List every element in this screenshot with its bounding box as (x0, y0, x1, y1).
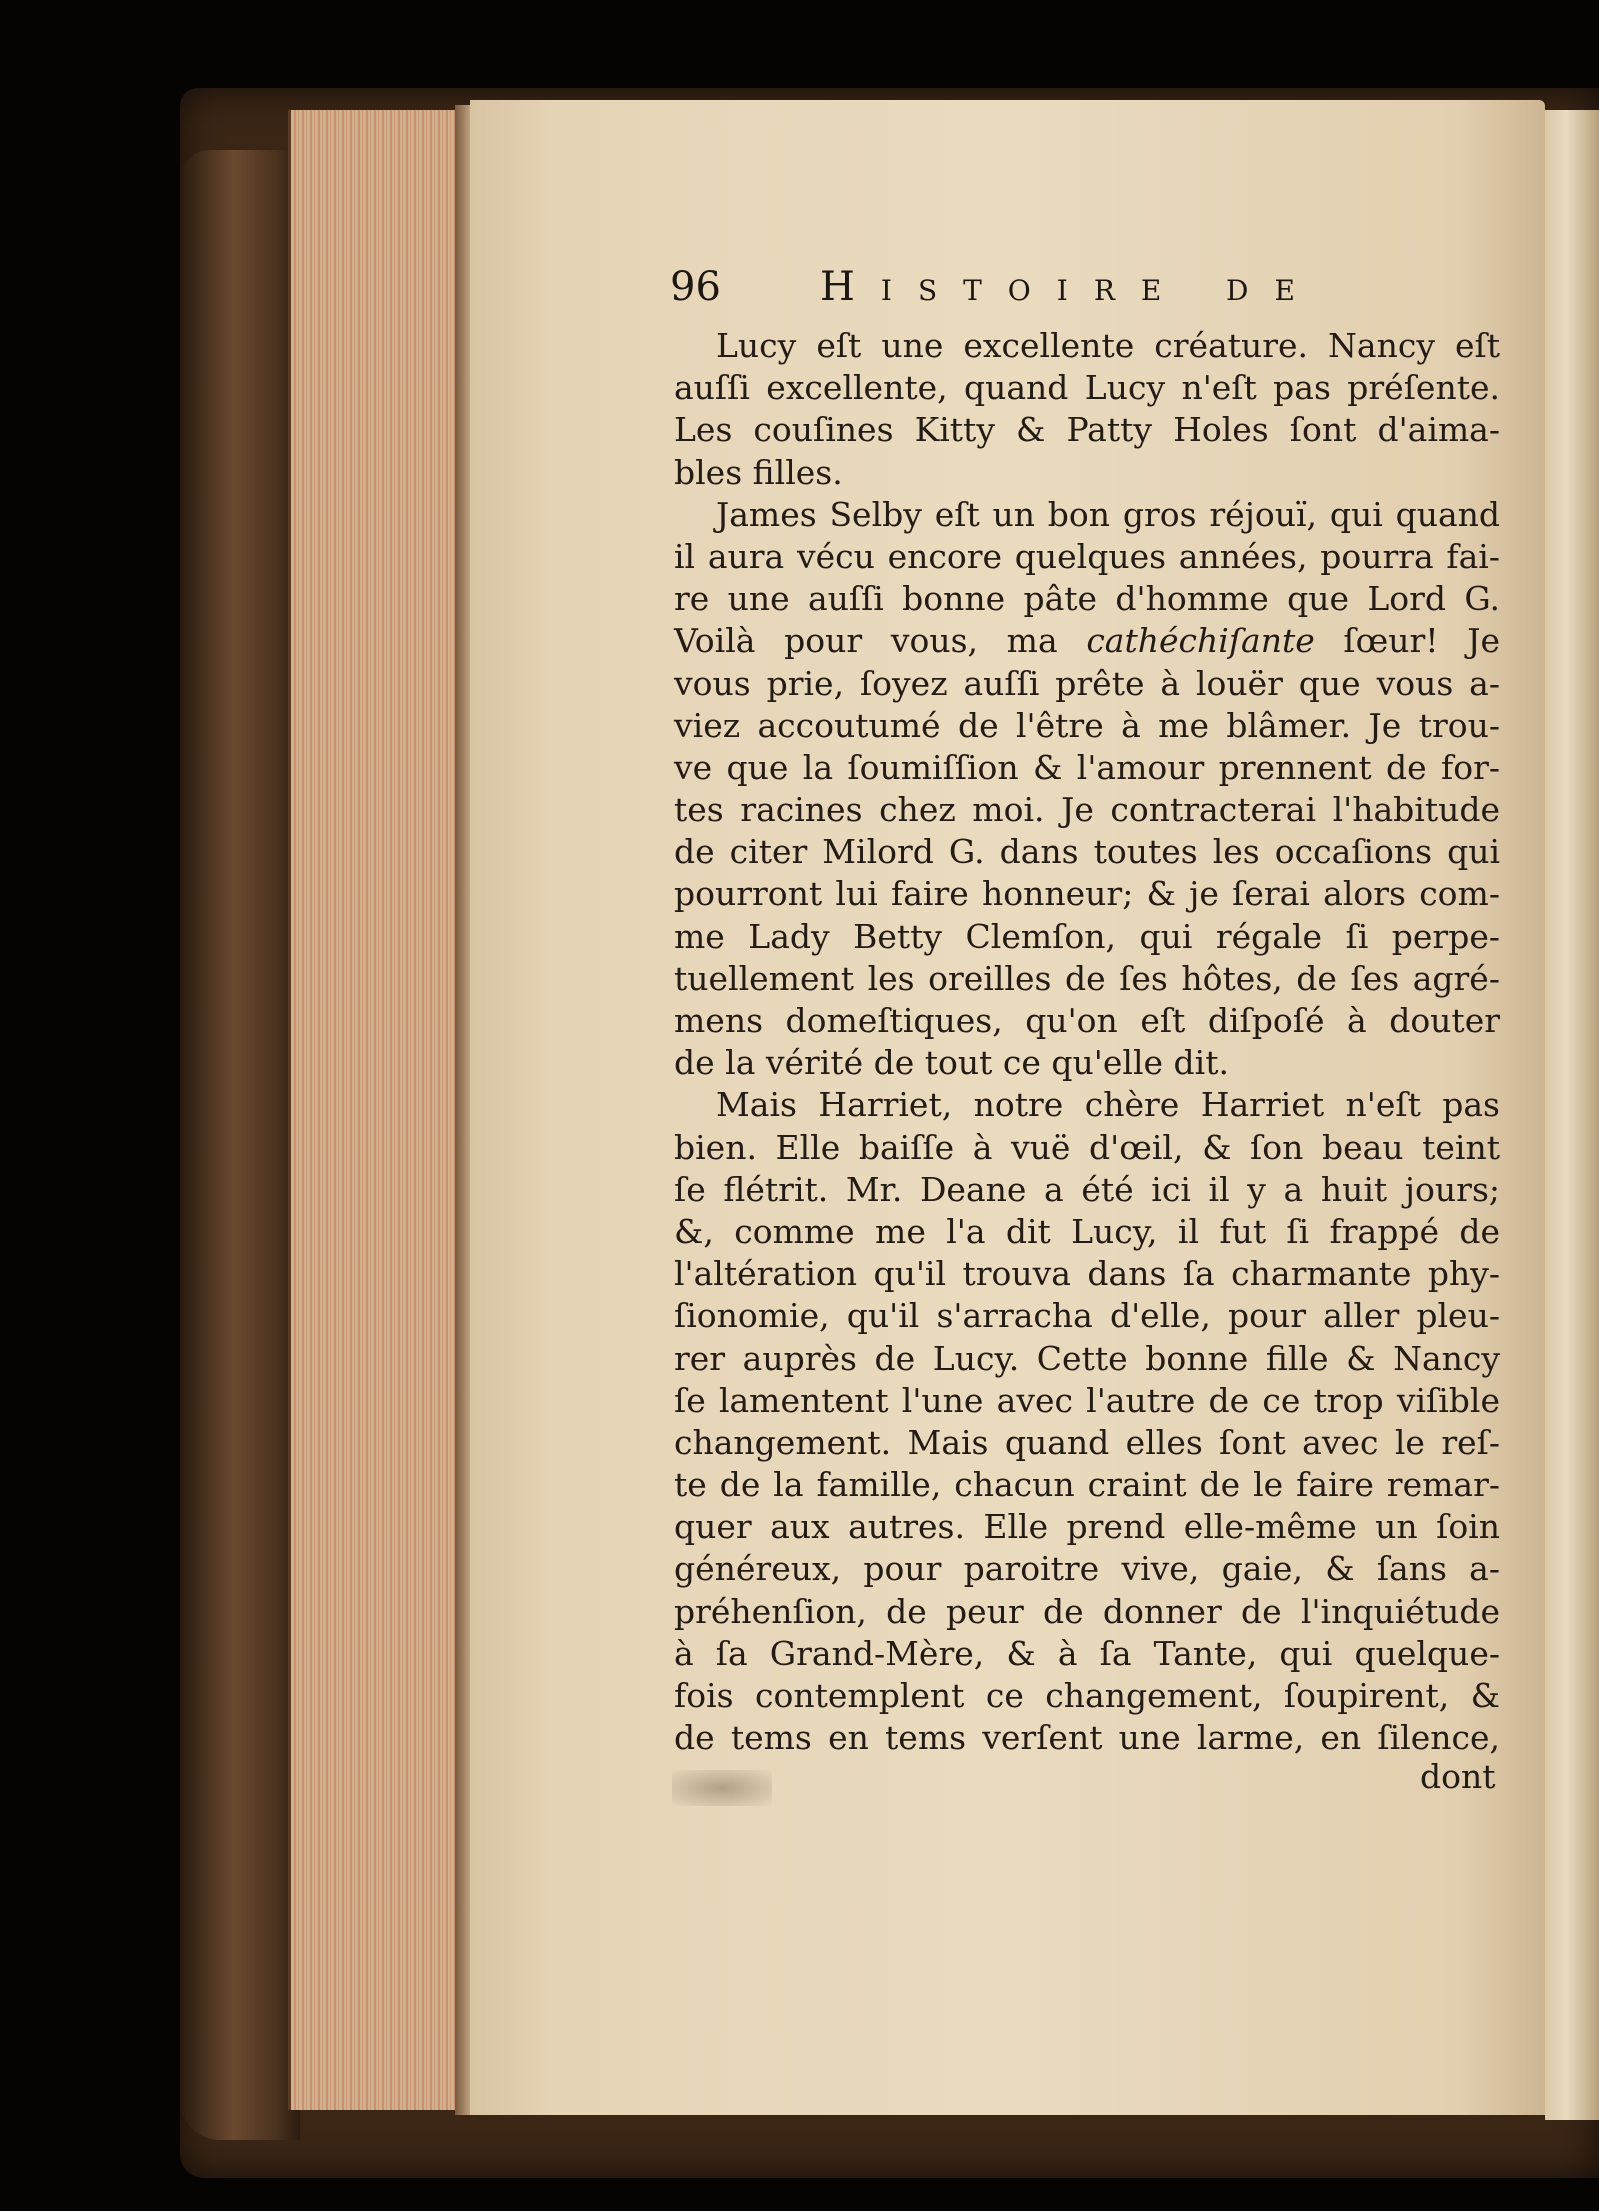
running-title: Histoire de (820, 264, 1321, 310)
text-line-content: te de la famille, chacun craint de le faire remar- (674, 1465, 1500, 1505)
body-text (674, 325, 1500, 1759)
text-line-content: Les couſines Kitty & Patty Holes ſont d'aima- (674, 410, 1500, 450)
text-line (674, 1084, 1500, 1126)
text-line-content: de tems en tems verſent une larme, en ſilence, (674, 1718, 1500, 1758)
text-line-content: pourront lui faire honneur; & je ſerai alors com- (674, 874, 1500, 914)
text-line (674, 1338, 1500, 1380)
text-line (674, 1717, 1500, 1759)
text-line-content: re une auſſi bonne pâte d'homme que Lord G. (674, 579, 1500, 619)
facing-page-edge (1545, 110, 1599, 2120)
text-line (674, 1422, 1500, 1464)
text-line (674, 1633, 1500, 1675)
text-line-content: tes racines chez moi. Je contracterai l'habitude (674, 790, 1500, 830)
text-line-content: Mais Harriet, notre chère Harriet n'eſt pas (716, 1085, 1500, 1125)
text-line (674, 1127, 1500, 1169)
text-line (674, 663, 1500, 705)
text-line-content: quer aux autres. Elle prend elle-même un ſoin (674, 1507, 1500, 1547)
text-line-content: vous prie, ſoyez auſſi prête à louër que vous a- (674, 663, 1500, 703)
ink-smudge (672, 1770, 772, 1806)
text-line (674, 1253, 1500, 1295)
catchword: dont (1420, 1757, 1496, 1796)
text-line (674, 578, 1500, 620)
text-line-content: mens domeſtiques, qu'on eſt diſpoſé à douter (674, 1001, 1500, 1040)
text-line-content: Voilà pour vous, ma (674, 621, 1087, 661)
text-line-content: fois contemplent ce changement, ſoupirent, & (674, 1676, 1500, 1715)
text-line (674, 620, 1500, 662)
text-line-content: ſionomie, qu'il s'arracha d'elle, pour aller pleu- (674, 1296, 1500, 1336)
text-line (674, 1211, 1500, 1253)
text-line (674, 1506, 1500, 1548)
page-edges (288, 110, 463, 2110)
text-line (674, 1000, 1500, 1042)
book-spine-edge (180, 150, 300, 2140)
text-line-content: de citer Milord G. dans toutes les occaſions qui (674, 832, 1500, 872)
text-line (674, 958, 1500, 1000)
text-line (674, 409, 1500, 451)
text-line (674, 367, 1500, 409)
text-line-content: ve que la ſoumiſſion & l'amour prennent de for- (674, 747, 1500, 787)
text-line (674, 1380, 1500, 1422)
text-line (674, 536, 1500, 578)
text-line (674, 747, 1500, 789)
text-line (674, 831, 1500, 873)
text-line-content: auſſi excellente, quand Lucy n'eſt pas préſente. (674, 368, 1500, 408)
text-line-content: l'altération qu'il trouva dans ſa charmante phy- (674, 1254, 1500, 1294)
text-line-content: changement. Mais quand elles ſont avec le reſ- (674, 1422, 1500, 1462)
text-line (674, 1295, 1500, 1337)
text-line (674, 789, 1500, 831)
page-number: 96 (670, 264, 721, 310)
text-line (674, 705, 1500, 747)
text-line-content: Lucy eſt une excellente créature. Nancy eſt (716, 326, 1500, 365)
text-line-content: &, comme me l'a dit Lucy, il fut ſi frappé de (674, 1211, 1500, 1251)
italic-word: cathéchiſante (1086, 621, 1315, 661)
text-line (674, 452, 1500, 494)
text-line-content: tuellement les oreilles de ſes hôtes, de ſes agré- (674, 958, 1500, 998)
text-line (674, 325, 1500, 367)
text-line-content: ſœur! Je (1314, 621, 1500, 661)
text-line-content: James Selby eſt un bon gros réjouï, qui quand (716, 494, 1500, 534)
text-line (674, 873, 1500, 915)
text-line (674, 494, 1500, 536)
text-line-content: de la vérité de tout ce qu'elle dit. (674, 1043, 1229, 1083)
text-line (674, 916, 1500, 958)
text-line-content: me Lady Betty Clemſon, qui régale ſi perpe- (674, 916, 1500, 956)
text-line (674, 1675, 1500, 1717)
text-line (674, 1169, 1500, 1211)
text-line-content: à ſa Grand-Mère, & à ſa Tante, qui quelque- (674, 1633, 1500, 1673)
text-line (674, 1548, 1500, 1590)
page-header (670, 264, 1510, 314)
text-line-content: il aura vécu encore quelques années, pourra fai- (674, 536, 1500, 576)
text-line-content: rer auprès de Lucy. Cette bonne fille & Nancy (674, 1338, 1500, 1378)
text-line (674, 1591, 1500, 1633)
text-line-content: bien. Elle baiſſe à vuë d'œil, & ſon beau teint (674, 1127, 1500, 1167)
text-line-content: généreux, pour paroitre vive, gaie, & ſans a- (674, 1549, 1500, 1589)
text-line-content: viez accoutumé de l'être à me blâmer. Je trou- (674, 705, 1500, 745)
text-line-content: ſe flétrit. Mr. Deane a été ici il y a huit jours; (674, 1169, 1500, 1209)
text-line-content: bles filles. (674, 452, 843, 492)
text-line (674, 1464, 1500, 1506)
text-line-content: préhenſion, de peur de donner de l'inquiétude (674, 1591, 1500, 1631)
text-line-content: ſe lamentent l'une avec l'autre de ce trop viſible (674, 1380, 1500, 1420)
text-line (674, 1042, 1500, 1084)
